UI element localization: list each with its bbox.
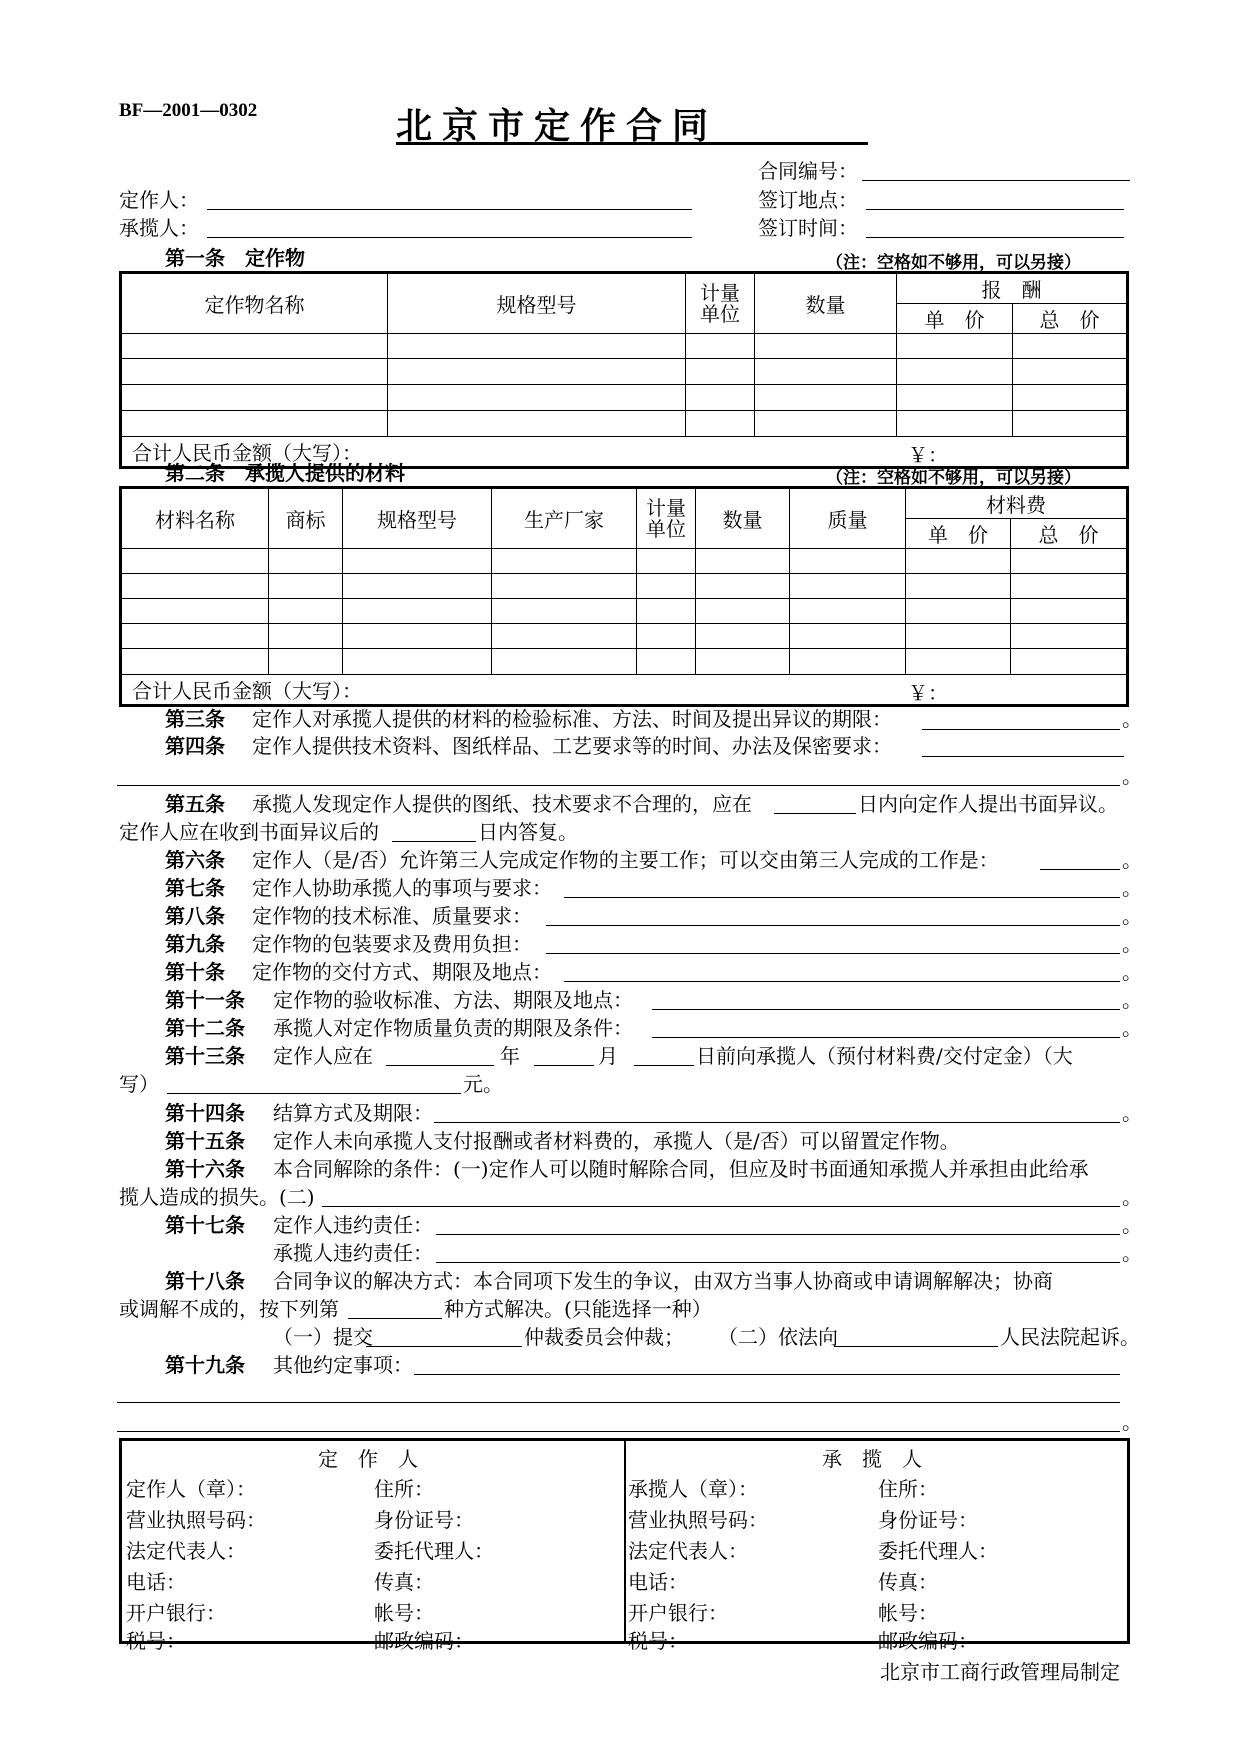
clause-14-text: 结算方式及期限： bbox=[273, 1101, 433, 1125]
period: 。 bbox=[1122, 1410, 1142, 1434]
clause-6-field[interactable] bbox=[1040, 869, 1120, 870]
orderer-tax-label[interactable]: 税号： bbox=[126, 1629, 186, 1653]
clause-13-text: 日前向承揽人（预付材料费/交付定金）（大 bbox=[696, 1044, 1073, 1068]
clause-17-contractor-field[interactable] bbox=[436, 1262, 1120, 1263]
clause-18-text: （一）提交 bbox=[273, 1325, 373, 1349]
clause-11-field[interactable] bbox=[652, 1009, 1120, 1010]
clause-5-text: 日内向定作人提出书面异议。 bbox=[858, 792, 1118, 816]
clause-number: 第六条 bbox=[165, 848, 225, 872]
col-header: 单 价 bbox=[897, 304, 1013, 334]
clause-14-field[interactable] bbox=[434, 1122, 1120, 1123]
clause-17-text: 定作人违约责任： bbox=[273, 1213, 433, 1237]
clause-number: 第十二条 bbox=[165, 1016, 245, 1040]
period: 。 bbox=[1122, 932, 1142, 956]
table-row bbox=[121, 574, 1128, 599]
period: 。 bbox=[1122, 876, 1142, 900]
table-row bbox=[121, 649, 1128, 675]
clause-3-text: 定作人对承揽人提供的材料的检验标准、方法、时间及提出异议的期限： bbox=[252, 707, 892, 731]
clause-number: 第四条 bbox=[165, 734, 225, 758]
period: 。 bbox=[1122, 707, 1142, 731]
clause-number: 第十九条 bbox=[165, 1353, 245, 1377]
clause-5-days-field[interactable] bbox=[774, 813, 856, 814]
orderer-license-label[interactable]: 营业执照号码： bbox=[126, 1508, 266, 1532]
orderer-postcode-label[interactable]: 邮政编码： bbox=[374, 1629, 474, 1653]
orderer-label: 定作人： bbox=[119, 188, 199, 212]
clause-5-text: 定作人应在收到书面异议后的 bbox=[119, 820, 379, 844]
contractor-account-label[interactable]: 帐号： bbox=[878, 1601, 938, 1625]
clause-13-month-field[interactable] bbox=[534, 1065, 594, 1066]
col-header: 材料名称 bbox=[121, 488, 269, 549]
contract-no-label: 合同编号： bbox=[758, 159, 858, 183]
clause-17-orderer-field[interactable] bbox=[436, 1234, 1120, 1235]
clause-19-field[interactable] bbox=[414, 1374, 1120, 1375]
clause-18-arbitration-field[interactable] bbox=[366, 1346, 522, 1347]
col-header: 定作物名称 bbox=[121, 273, 388, 334]
contractor-label: 承揽人： bbox=[119, 216, 199, 240]
clause-9-field[interactable] bbox=[546, 953, 1120, 954]
contractor-seal-label[interactable]: 承揽人（章）： bbox=[628, 1477, 758, 1501]
yen-label: ￥： bbox=[908, 681, 948, 705]
contractor-id-label[interactable]: 身份证号： bbox=[878, 1508, 978, 1532]
clause-13-text: 月 bbox=[598, 1044, 618, 1068]
clause-10-text: 定作物的交付方式、期限及地点： bbox=[252, 960, 552, 984]
period: 。 bbox=[1122, 1241, 1142, 1265]
clause-number: 第十八条 bbox=[165, 1269, 245, 1293]
clause-12-text: 承揽人对定作物质量负责的期限及条件： bbox=[273, 1016, 633, 1040]
table-row bbox=[121, 334, 1128, 359]
title-underline bbox=[396, 142, 868, 145]
clause-8-text: 定作物的技术标准、质量要求： bbox=[252, 904, 532, 928]
issuer-footer: 北京市工商行政管理局制定 bbox=[880, 1660, 1120, 1684]
total-label: 合计人民币金额（大写）： bbox=[132, 441, 362, 465]
yen-label: ￥： bbox=[908, 443, 948, 467]
period: 。 bbox=[1122, 960, 1142, 984]
clause-12-field[interactable] bbox=[652, 1037, 1120, 1038]
clause-13-amount-field[interactable] bbox=[167, 1093, 461, 1094]
total-label: 合计人民币金额（大写）： bbox=[132, 679, 362, 703]
clause-9-text: 定作物的包装要求及费用负担： bbox=[252, 932, 532, 956]
clause-19-text: 其他约定事项： bbox=[273, 1353, 413, 1377]
contractor-rep-label[interactable]: 法定代表人： bbox=[628, 1539, 748, 1563]
clause-13-text: 元。 bbox=[463, 1072, 503, 1096]
clause-number: 第五条 bbox=[165, 792, 225, 816]
page-title: 北京市定作合同 bbox=[396, 105, 719, 147]
clause-18-court-field[interactable] bbox=[834, 1346, 998, 1347]
clause-17-text: 承揽人违约责任： bbox=[273, 1241, 433, 1265]
col-header: 数量 bbox=[755, 273, 897, 334]
signature-divider bbox=[624, 1441, 626, 1641]
clause-15-text: 定作人未向承揽人支付报酬或者材料费的，承揽人（是/否）可以留置定作物。 bbox=[273, 1129, 960, 1153]
table-row bbox=[121, 599, 1128, 624]
col-header: 生产厂家 bbox=[492, 488, 637, 549]
clause-18-text: 种方式解决。(只能选择一种） bbox=[444, 1297, 712, 1321]
clause-4-field-2[interactable] bbox=[117, 785, 1120, 786]
table-row bbox=[121, 624, 1128, 649]
clause-16-text: 本合同解除的条件：(一)定作人可以随时解除合同，但应及时书面通知承揽人并承担由此给承 bbox=[273, 1157, 1089, 1181]
article2-note: （注：空格如不够用，可以另接） bbox=[826, 468, 1081, 488]
sign-time-label: 签订时间： bbox=[758, 216, 858, 240]
col-header: 数量 bbox=[696, 488, 790, 549]
article1-note: （注：空格如不够用，可以另接） bbox=[826, 253, 1081, 273]
sign-place-field[interactable] bbox=[866, 209, 1124, 210]
col-header-group: 报 酬 bbox=[897, 273, 1128, 304]
contractor-tax-label[interactable]: 税号： bbox=[628, 1629, 688, 1653]
orderer-rep-label[interactable]: 法定代表人： bbox=[126, 1539, 246, 1563]
contractor-address-label[interactable]: 住所： bbox=[878, 1477, 938, 1501]
contractor-phone-label[interactable]: 电话： bbox=[628, 1570, 688, 1594]
period: 。 bbox=[1122, 1101, 1142, 1125]
period: 。 bbox=[1122, 1213, 1142, 1237]
contractor-field[interactable] bbox=[207, 237, 692, 238]
clause-18-text: （二）依法向 bbox=[718, 1325, 838, 1349]
table-row bbox=[121, 411, 1128, 437]
clause-3-field[interactable] bbox=[922, 729, 1120, 730]
period: 。 bbox=[1122, 1185, 1142, 1209]
orderer-bank-label[interactable]: 开户银行： bbox=[126, 1601, 226, 1625]
period: 。 bbox=[1122, 904, 1142, 928]
contractor-bank-label[interactable]: 开户银行： bbox=[628, 1601, 728, 1625]
orderer-id-label[interactable]: 身份证号： bbox=[374, 1508, 474, 1532]
materials-table bbox=[119, 486, 1129, 707]
col-header-unit: 计量 单位 bbox=[637, 488, 696, 549]
clause-18-text: 合同争议的解决方式：本合同项下发生的争议，由双方当事人协商或申请调解解决；协商 bbox=[273, 1269, 1053, 1293]
orderer-seal-label[interactable]: 定作人（章）： bbox=[126, 1477, 256, 1501]
clause-19-field-3[interactable] bbox=[117, 1431, 1120, 1432]
orderer-field[interactable] bbox=[207, 209, 692, 210]
work-items-table bbox=[119, 271, 1129, 469]
col-header: 总 价 bbox=[1011, 519, 1128, 549]
orderer-fax-label[interactable]: 传真： bbox=[374, 1570, 434, 1594]
contractor-postcode-label[interactable]: 邮政编码： bbox=[878, 1629, 978, 1653]
clause-18-text: 或调解不成的，按下列第 bbox=[119, 1297, 339, 1321]
total-row[interactable] bbox=[121, 675, 1128, 706]
clause-number: 第十七条 bbox=[165, 1213, 245, 1237]
clause-5-text: 承揽人发现定作人提供的图纸、技术要求不合理的，应在 bbox=[252, 792, 752, 816]
col-header: 规格型号 bbox=[343, 488, 492, 549]
orderer-account-label[interactable]: 帐号： bbox=[374, 1601, 434, 1625]
clause-16-field[interactable] bbox=[322, 1206, 1120, 1207]
contractor-license-label[interactable]: 营业执照号码： bbox=[628, 1508, 768, 1532]
col-header: 单 价 bbox=[906, 519, 1011, 549]
form-code: BF—2001—0302 bbox=[119, 100, 258, 121]
clause-13-year-field[interactable] bbox=[386, 1065, 494, 1066]
clause-13-text: 年 bbox=[500, 1044, 520, 1068]
clause-11-text: 定作物的验收标准、方法、期限及地点： bbox=[273, 988, 633, 1012]
clause-number: 第八条 bbox=[165, 904, 225, 928]
clause-18-choice-field[interactable] bbox=[348, 1318, 442, 1319]
orderer-section-title: 定 作 人 bbox=[318, 1447, 418, 1471]
clause-5-reply-field[interactable] bbox=[392, 841, 476, 842]
col-header-unit: 计量 单位 bbox=[686, 273, 755, 334]
clause-18-text: 人民法院起诉。 bbox=[1000, 1325, 1140, 1349]
clause-13-text: 定作人应在 bbox=[273, 1044, 373, 1068]
contractor-section-title: 承 揽 人 bbox=[822, 1447, 922, 1471]
clause-8-field[interactable] bbox=[546, 925, 1120, 926]
col-header: 商标 bbox=[269, 488, 343, 549]
clause-number: 第十五条 bbox=[165, 1129, 245, 1153]
clause-19-field-2[interactable] bbox=[117, 1402, 1120, 1403]
clause-4-field[interactable] bbox=[922, 756, 1124, 757]
period: 。 bbox=[1122, 988, 1142, 1012]
clause-number: 第三条 bbox=[165, 707, 225, 731]
col-header-group: 材料费 bbox=[906, 488, 1128, 519]
table-row bbox=[121, 359, 1128, 385]
clause-4-text: 定作人提供技术资料、图纸样品、工艺要求等的时间、办法及保密要求： bbox=[252, 734, 892, 758]
contractor-agent-label[interactable]: 委托代理人： bbox=[878, 1539, 998, 1563]
clause-7-text: 定作人协助承揽人的事项与要求： bbox=[252, 876, 552, 900]
table-row bbox=[121, 549, 1128, 574]
orderer-address-label[interactable]: 住所： bbox=[374, 1477, 434, 1501]
clause-13-day-field[interactable] bbox=[634, 1065, 694, 1066]
clause-number: 第十四条 bbox=[165, 1101, 245, 1125]
clause-number: 第九条 bbox=[165, 932, 225, 956]
orderer-phone-label[interactable]: 电话： bbox=[126, 1570, 186, 1594]
table-row bbox=[121, 385, 1128, 411]
clause-13-text: 写） bbox=[119, 1072, 159, 1096]
clause-18-text: 仲裁委员会仲裁； bbox=[524, 1325, 684, 1349]
clause-7-field[interactable] bbox=[564, 897, 1120, 898]
sign-time-field[interactable] bbox=[866, 237, 1124, 238]
article2-title: 第二条 承揽人提供的材料 bbox=[165, 461, 405, 485]
period: 。 bbox=[1122, 848, 1142, 872]
clause-6-text: 定作人（是/否）允许第三人完成定作物的主要工作；可以交由第三人完成的工作是： bbox=[252, 848, 999, 872]
sign-place-label: 签订地点： bbox=[758, 188, 858, 212]
clause-10-field[interactable] bbox=[564, 981, 1120, 982]
clause-number: 第七条 bbox=[165, 876, 225, 900]
col-header: 质量 bbox=[790, 488, 906, 549]
col-header: 规格型号 bbox=[388, 273, 686, 334]
clause-5-text: 日内答复。 bbox=[478, 820, 578, 844]
clause-number: 第十三条 bbox=[165, 1044, 245, 1068]
period: 。 bbox=[1122, 764, 1142, 788]
contractor-fax-label[interactable]: 传真： bbox=[878, 1570, 938, 1594]
clause-number: 第十条 bbox=[165, 960, 225, 984]
clause-16-text: 揽人造成的损失。(二) bbox=[119, 1185, 315, 1209]
article1-title: 第一条 定作物 bbox=[165, 246, 305, 270]
period: 。 bbox=[1122, 1016, 1142, 1040]
signature-box bbox=[119, 1438, 1130, 1653]
clause-number: 第十一条 bbox=[165, 988, 245, 1012]
col-header: 总 价 bbox=[1013, 304, 1128, 334]
contract-no-field[interactable] bbox=[862, 180, 1130, 181]
orderer-agent-label[interactable]: 委托代理人： bbox=[374, 1539, 494, 1563]
clause-number: 第十六条 bbox=[165, 1157, 245, 1181]
